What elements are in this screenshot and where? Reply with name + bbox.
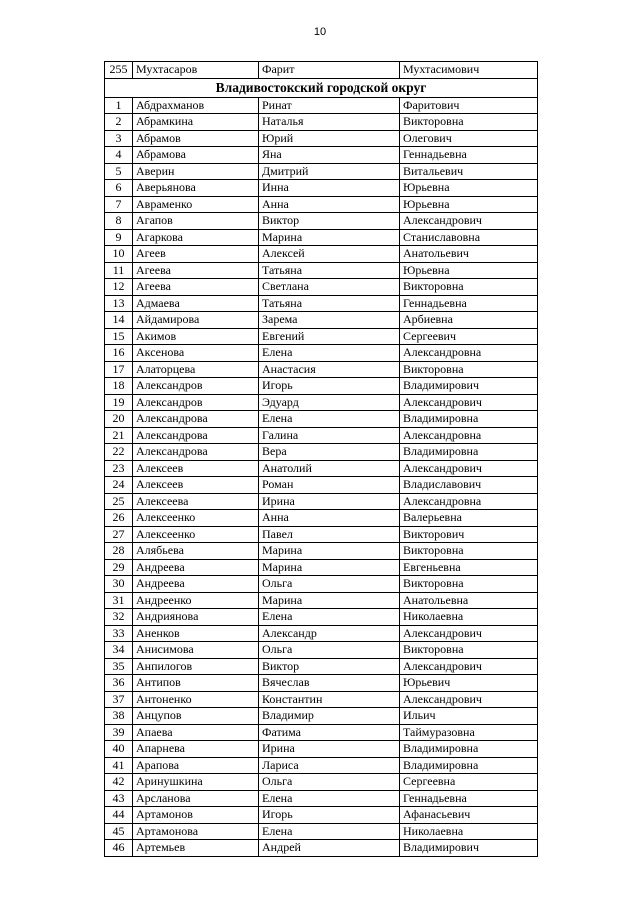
table-row bbox=[105, 444, 538, 461]
row-number: 41 bbox=[105, 757, 133, 774]
surname-cell: Александрова bbox=[133, 427, 259, 444]
name-cell: Дмитрий bbox=[259, 163, 400, 180]
surname-cell: Артамонов bbox=[133, 807, 259, 824]
table-row bbox=[105, 807, 538, 824]
surname-cell: Аверин bbox=[133, 163, 259, 180]
table-row bbox=[105, 427, 538, 444]
table-row bbox=[105, 295, 538, 312]
surname-cell: Артамонова bbox=[133, 823, 259, 840]
surname-cell: Абрамова bbox=[133, 147, 259, 164]
surname-cell: Анисимова bbox=[133, 642, 259, 659]
row-number: 11 bbox=[105, 262, 133, 279]
surname-cell: Александрова bbox=[133, 411, 259, 428]
name-cell: Анатолий bbox=[259, 460, 400, 477]
surname-cell: Александров bbox=[133, 394, 259, 411]
patronymic-cell: Александровна bbox=[400, 427, 538, 444]
surname-cell: Агеев bbox=[133, 246, 259, 263]
patronymic-cell: Юрьевич bbox=[400, 675, 538, 692]
row-number: 1 bbox=[105, 97, 133, 114]
patronymic-cell: Викторовна bbox=[400, 361, 538, 378]
table-row bbox=[105, 658, 538, 675]
row-number: 40 bbox=[105, 741, 133, 758]
table-row bbox=[105, 460, 538, 477]
patronymic-cell: Владимирович bbox=[400, 840, 538, 857]
table-row bbox=[105, 609, 538, 626]
name-cell: Ольга bbox=[259, 774, 400, 791]
surname-cell: Мухтасаров bbox=[133, 62, 259, 79]
row-number: 37 bbox=[105, 691, 133, 708]
roster-body bbox=[105, 62, 538, 857]
patronymic-cell: Владиславович bbox=[400, 477, 538, 494]
table-row bbox=[105, 625, 538, 642]
table-row bbox=[105, 62, 538, 79]
patronymic-cell: Николаевна bbox=[400, 823, 538, 840]
row-number: 35 bbox=[105, 658, 133, 675]
table-row bbox=[105, 592, 538, 609]
name-cell: Лариса bbox=[259, 757, 400, 774]
name-cell: Марина bbox=[259, 592, 400, 609]
patronymic-cell: Владимировна bbox=[400, 741, 538, 758]
row-number: 20 bbox=[105, 411, 133, 428]
table-row bbox=[105, 361, 538, 378]
surname-cell: Аксенова bbox=[133, 345, 259, 362]
name-cell: Ринат bbox=[259, 97, 400, 114]
row-number: 43 bbox=[105, 790, 133, 807]
surname-cell: Алексеева bbox=[133, 493, 259, 510]
row-number: 34 bbox=[105, 642, 133, 659]
row-number: 32 bbox=[105, 609, 133, 626]
name-cell: Вячеслав bbox=[259, 675, 400, 692]
row-number: 27 bbox=[105, 526, 133, 543]
surname-cell: Алексеев bbox=[133, 477, 259, 494]
table-row bbox=[105, 312, 538, 329]
name-cell: Ольга bbox=[259, 642, 400, 659]
row-number: 10 bbox=[105, 246, 133, 263]
patronymic-cell: Анатольевна bbox=[400, 592, 538, 609]
patronymic-cell: Александрович bbox=[400, 213, 538, 230]
patronymic-cell: Викторович bbox=[400, 526, 538, 543]
name-cell: Евгений bbox=[259, 328, 400, 345]
surname-cell: Акимов bbox=[133, 328, 259, 345]
table-row bbox=[105, 279, 538, 296]
patronymic-cell: Фаритович bbox=[400, 97, 538, 114]
table-row bbox=[105, 394, 538, 411]
name-cell: Елена bbox=[259, 823, 400, 840]
table-row bbox=[105, 114, 538, 131]
row-number: 23 bbox=[105, 460, 133, 477]
surname-cell: Алаторцева bbox=[133, 361, 259, 378]
row-number: 8 bbox=[105, 213, 133, 230]
patronymic-cell: Владимировна bbox=[400, 411, 538, 428]
table-row bbox=[105, 708, 538, 725]
table-row bbox=[105, 262, 538, 279]
row-number: 39 bbox=[105, 724, 133, 741]
table-row bbox=[105, 510, 538, 527]
surname-cell: Агеева bbox=[133, 279, 259, 296]
name-cell: Роман bbox=[259, 477, 400, 494]
patronymic-cell: Александровна bbox=[400, 493, 538, 510]
name-cell: Павел bbox=[259, 526, 400, 543]
row-number: 4 bbox=[105, 147, 133, 164]
name-cell: Елена bbox=[259, 411, 400, 428]
patronymic-cell: Юрьевна bbox=[400, 262, 538, 279]
surname-cell: Андреева bbox=[133, 576, 259, 593]
patronymic-cell: Юрьевна bbox=[400, 180, 538, 197]
table-row bbox=[105, 774, 538, 791]
patronymic-cell: Владимирович bbox=[400, 378, 538, 395]
surname-cell: Абдрахманов bbox=[133, 97, 259, 114]
surname-cell: Апарнева bbox=[133, 741, 259, 758]
patronymic-cell: Таймуразовна bbox=[400, 724, 538, 741]
table-row bbox=[105, 559, 538, 576]
surname-cell: Андреева bbox=[133, 559, 259, 576]
surname-cell: Агаркова bbox=[133, 229, 259, 246]
surname-cell: Александрова bbox=[133, 444, 259, 461]
patronymic-cell: Владимировна bbox=[400, 444, 538, 461]
row-number: 16 bbox=[105, 345, 133, 362]
patronymic-cell: Сергеевич bbox=[400, 328, 538, 345]
name-cell: Фатима bbox=[259, 724, 400, 741]
row-number: 255 bbox=[105, 62, 133, 79]
table-row bbox=[105, 130, 538, 147]
surname-cell: Апаева bbox=[133, 724, 259, 741]
name-cell: Эдуард bbox=[259, 394, 400, 411]
name-cell: Виктор bbox=[259, 658, 400, 675]
table-row bbox=[105, 180, 538, 197]
patronymic-cell: Викторовна bbox=[400, 279, 538, 296]
table-row bbox=[105, 691, 538, 708]
name-cell: Игорь bbox=[259, 378, 400, 395]
row-number: 22 bbox=[105, 444, 133, 461]
table-row bbox=[105, 790, 538, 807]
page-number: 10 bbox=[313, 26, 327, 38]
name-cell: Татьяна bbox=[259, 295, 400, 312]
row-number: 6 bbox=[105, 180, 133, 197]
name-cell: Татьяна bbox=[259, 262, 400, 279]
table-row bbox=[105, 477, 538, 494]
table-row bbox=[105, 741, 538, 758]
surname-cell: Анпилогов bbox=[133, 658, 259, 675]
patronymic-cell: Геннадьевна bbox=[400, 147, 538, 164]
name-cell: Марина bbox=[259, 559, 400, 576]
patronymic-cell: Витальевич bbox=[400, 163, 538, 180]
name-cell: Ирина bbox=[259, 493, 400, 510]
table-row bbox=[105, 493, 538, 510]
surname-cell: Андреенко bbox=[133, 592, 259, 609]
row-number: 21 bbox=[105, 427, 133, 444]
table-row bbox=[105, 576, 538, 593]
name-cell: Яна bbox=[259, 147, 400, 164]
name-cell: Юрий bbox=[259, 130, 400, 147]
table-row bbox=[105, 147, 538, 164]
row-number: 15 bbox=[105, 328, 133, 345]
table-row bbox=[105, 378, 538, 395]
row-number: 46 bbox=[105, 840, 133, 857]
table-row bbox=[105, 543, 538, 560]
table-row bbox=[105, 724, 538, 741]
surname-cell: Адмаева bbox=[133, 295, 259, 312]
surname-cell: Александров bbox=[133, 378, 259, 395]
patronymic-cell: Станиславовна bbox=[400, 229, 538, 246]
patronymic-cell: Мухтасимович bbox=[400, 62, 538, 79]
patronymic-cell: Викторовна bbox=[400, 642, 538, 659]
row-number: 29 bbox=[105, 559, 133, 576]
patronymic-cell: Николаевна bbox=[400, 609, 538, 626]
row-number: 38 bbox=[105, 708, 133, 725]
row-number: 36 bbox=[105, 675, 133, 692]
table-row bbox=[105, 840, 538, 857]
patronymic-cell: Олегович bbox=[400, 130, 538, 147]
row-number: 28 bbox=[105, 543, 133, 560]
surname-cell: Айдамирова bbox=[133, 312, 259, 329]
name-cell: Фарит bbox=[259, 62, 400, 79]
name-cell: Вера bbox=[259, 444, 400, 461]
name-cell: Анастасия bbox=[259, 361, 400, 378]
patronymic-cell: Арбиевна bbox=[400, 312, 538, 329]
row-number: 2 bbox=[105, 114, 133, 131]
row-number: 42 bbox=[105, 774, 133, 791]
name-cell: Марина bbox=[259, 543, 400, 560]
name-cell: Елена bbox=[259, 345, 400, 362]
table-row bbox=[105, 757, 538, 774]
row-number: 18 bbox=[105, 378, 133, 395]
patronymic-cell: Анатольевич bbox=[400, 246, 538, 263]
name-cell: Андрей bbox=[259, 840, 400, 857]
surname-cell: Абрамкина bbox=[133, 114, 259, 131]
patronymic-cell: Александрович bbox=[400, 625, 538, 642]
section-header-row bbox=[105, 78, 538, 97]
name-cell: Марина bbox=[259, 229, 400, 246]
patronymic-cell: Геннадьевна bbox=[400, 790, 538, 807]
patronymic-cell: Ильич bbox=[400, 708, 538, 725]
table-row bbox=[105, 97, 538, 114]
row-number: 25 bbox=[105, 493, 133, 510]
patronymic-cell: Александровна bbox=[400, 345, 538, 362]
table-row bbox=[105, 526, 538, 543]
patronymic-cell: Александрович bbox=[400, 658, 538, 675]
name-cell: Игорь bbox=[259, 807, 400, 824]
surname-cell: Арсланова bbox=[133, 790, 259, 807]
surname-cell: Артемьев bbox=[133, 840, 259, 857]
row-number: 3 bbox=[105, 130, 133, 147]
row-number: 13 bbox=[105, 295, 133, 312]
row-number: 30 bbox=[105, 576, 133, 593]
surname-cell: Агеева bbox=[133, 262, 259, 279]
table-row bbox=[105, 229, 538, 246]
surname-cell: Алексеев bbox=[133, 460, 259, 477]
name-cell: Ирина bbox=[259, 741, 400, 758]
name-cell: Наталья bbox=[259, 114, 400, 131]
roster-table bbox=[104, 61, 538, 857]
name-cell: Елена bbox=[259, 790, 400, 807]
patronymic-cell: Евгеньевна bbox=[400, 559, 538, 576]
surname-cell: Алексеенко bbox=[133, 526, 259, 543]
surname-cell: Абрамов bbox=[133, 130, 259, 147]
surname-cell: Алябьева bbox=[133, 543, 259, 560]
name-cell: Виктор bbox=[259, 213, 400, 230]
row-number: 17 bbox=[105, 361, 133, 378]
row-number: 12 bbox=[105, 279, 133, 296]
surname-cell: Алексеенко bbox=[133, 510, 259, 527]
name-cell: Анна bbox=[259, 196, 400, 213]
name-cell: Елена bbox=[259, 609, 400, 626]
surname-cell: Авраменко bbox=[133, 196, 259, 213]
name-cell: Александр bbox=[259, 625, 400, 642]
patronymic-cell: Викторовна bbox=[400, 543, 538, 560]
surname-cell: Антоненко bbox=[133, 691, 259, 708]
name-cell: Анна bbox=[259, 510, 400, 527]
row-number: 14 bbox=[105, 312, 133, 329]
name-cell: Светлана bbox=[259, 279, 400, 296]
surname-cell: Аненков bbox=[133, 625, 259, 642]
surname-cell: Антипов bbox=[133, 675, 259, 692]
surname-cell: Андриянова bbox=[133, 609, 259, 626]
patronymic-cell: Александрович bbox=[400, 460, 538, 477]
patronymic-cell: Сергеевна bbox=[400, 774, 538, 791]
row-number: 19 bbox=[105, 394, 133, 411]
name-cell: Ольга bbox=[259, 576, 400, 593]
surname-cell: Агапов bbox=[133, 213, 259, 230]
table-row bbox=[105, 196, 538, 213]
patronymic-cell: Афанасьевич bbox=[400, 807, 538, 824]
table-row bbox=[105, 823, 538, 840]
table-row bbox=[105, 411, 538, 428]
row-number: 45 bbox=[105, 823, 133, 840]
patronymic-cell: Валерьевна bbox=[400, 510, 538, 527]
surname-cell: Аверьянова bbox=[133, 180, 259, 197]
patronymic-cell: Александрович bbox=[400, 691, 538, 708]
table-row bbox=[105, 213, 538, 230]
patronymic-cell: Викторовна bbox=[400, 576, 538, 593]
table-row bbox=[105, 328, 538, 345]
name-cell: Галина bbox=[259, 427, 400, 444]
surname-cell: Анцупов bbox=[133, 708, 259, 725]
row-number: 7 bbox=[105, 196, 133, 213]
patronymic-cell: Юрьевна bbox=[400, 196, 538, 213]
name-cell: Зарема bbox=[259, 312, 400, 329]
name-cell: Инна bbox=[259, 180, 400, 197]
row-number: 24 bbox=[105, 477, 133, 494]
surname-cell: Арапова bbox=[133, 757, 259, 774]
table-row bbox=[105, 642, 538, 659]
name-cell: Алексей bbox=[259, 246, 400, 263]
patronymic-cell: Геннадьевна bbox=[400, 295, 538, 312]
row-number: 44 bbox=[105, 807, 133, 824]
patronymic-cell: Викторовна bbox=[400, 114, 538, 131]
table-row bbox=[105, 345, 538, 362]
name-cell: Константин bbox=[259, 691, 400, 708]
surname-cell: Аринушкина bbox=[133, 774, 259, 791]
table-row bbox=[105, 675, 538, 692]
table-row bbox=[105, 163, 538, 180]
row-number: 5 bbox=[105, 163, 133, 180]
patronymic-cell: Александрович bbox=[400, 394, 538, 411]
table-row bbox=[105, 246, 538, 263]
row-number: 31 bbox=[105, 592, 133, 609]
name-cell: Владимир bbox=[259, 708, 400, 725]
row-number: 9 bbox=[105, 229, 133, 246]
row-number: 26 bbox=[105, 510, 133, 527]
patronymic-cell: Владимировна bbox=[400, 757, 538, 774]
section-title: Владивостокский городской округ bbox=[105, 78, 538, 97]
row-number: 33 bbox=[105, 625, 133, 642]
